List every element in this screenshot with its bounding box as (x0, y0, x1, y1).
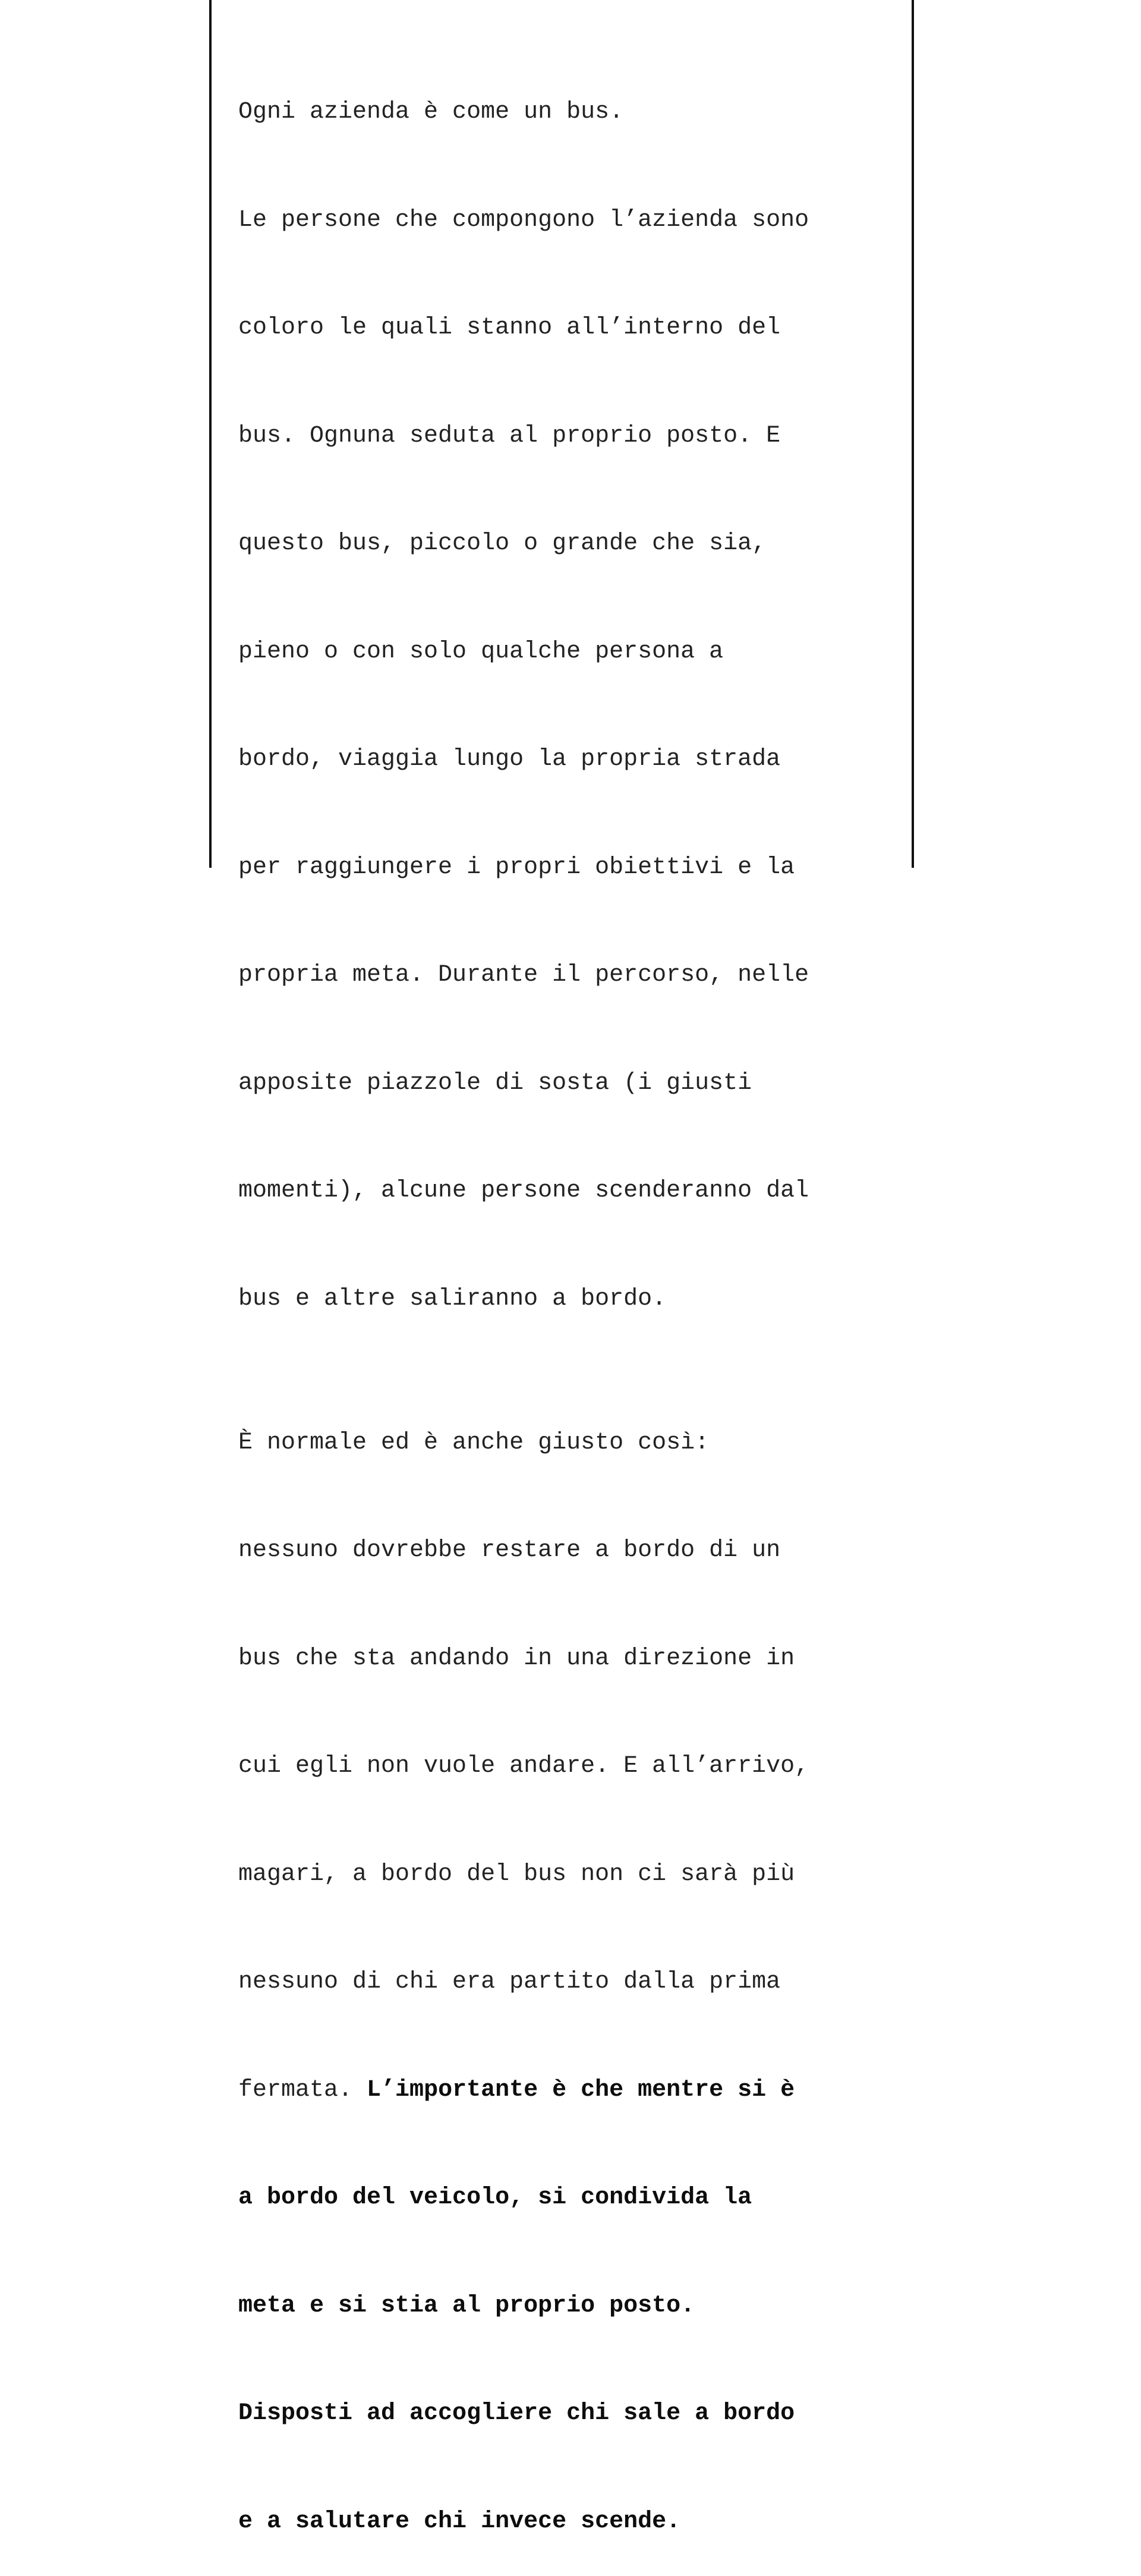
text-line: Le persone che compongono l’azienda sono (238, 206, 809, 234)
bold-text-line: meta e si stia al proprio posto. (238, 2292, 695, 2319)
text-line: nessuno dovrebbe restare a bordo di un (238, 1537, 781, 1564)
text-line: apposite piazzole di sosta (i giusti (238, 1069, 752, 1097)
text-line: bus e altre saliranno a bordo. (238, 1285, 667, 1312)
bold-text-line: e a salutare chi invece scende. (238, 2508, 681, 2535)
text-line: coloro le quali stanno all’interno del (238, 314, 781, 341)
text-line: propria meta. Durante il percorso, nelle (238, 962, 809, 988)
bold-text-line: Disposti ad accogliere chi sale a bordo (238, 2400, 795, 2427)
text-line: È normale ed è anche giusto così: (238, 1429, 710, 1456)
bold-text: L’importante è che mentre si è (367, 2076, 795, 2103)
text-line: magari, a bordo del bus non ci sarà più (238, 1860, 795, 1888)
text-line: bus che sta andando in una direzione in (238, 1645, 795, 1672)
document-text (238, 23, 892, 2576)
text-line: cui egli non vuole andare. E all’arrivo, (238, 1753, 809, 1780)
text-line: per raggiungere i propri obiettivi e la (238, 854, 795, 881)
regular-text: fermata. (238, 2076, 367, 2103)
text-line: momenti), alcune persone scenderanno dal (238, 1177, 809, 1204)
text-line: pieno o con solo qualche persona a (238, 638, 724, 665)
bold-text-line: a bordo del veicolo, si condivida la (238, 2184, 752, 2211)
text-line-mixed (238, 2073, 892, 2109)
text-line: bordo, viaggia lungo la propria strada (238, 746, 781, 773)
text-line: bus. Ognuna seduta al proprio posto. E (238, 422, 781, 449)
text-line: questo bus, piccolo o grande che sia, (238, 530, 767, 557)
text-line: Ogni azienda è come un bus. (238, 99, 624, 125)
text-line: nessuno di chi era partito dalla prima (238, 1969, 781, 1995)
